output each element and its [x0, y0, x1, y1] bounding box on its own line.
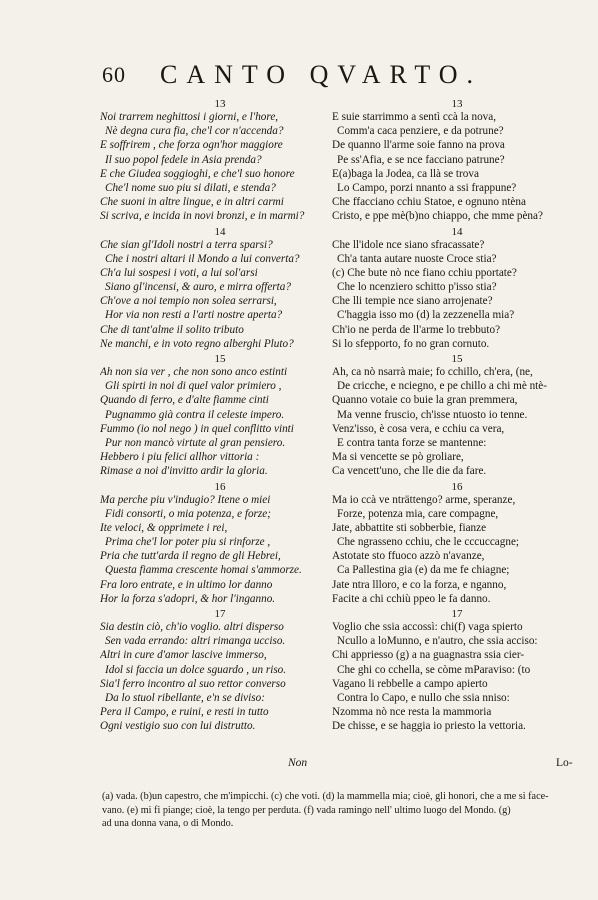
- verse-line: Ma si vencette se pò groliare,: [332, 451, 464, 464]
- verse-line: Lo Campo, porzi nnanto a ssi frappune?: [337, 181, 517, 194]
- stanza-number: 16: [451, 480, 463, 493]
- page-number: 60: [102, 62, 126, 87]
- verse-line: Che lli tempie nce siano arrojenate?: [332, 295, 493, 308]
- verse-line: De quanno ll'arme soie fanno na prova: [332, 139, 505, 152]
- verse-line: Ca Pallestina gia (e) da me fe chiagne;: [337, 564, 510, 577]
- verse-line: Quanno votaie co buie la gran premmera,: [332, 394, 518, 407]
- verse-line: (c) Che bute nò nce fiano cchiu pportate?: [332, 266, 517, 279]
- verse-line: Ch'a lui sospesi i voti, a lui sol'arsi: [100, 266, 258, 279]
- stanza-number: 14: [451, 225, 463, 238]
- verse-line: Pera il Campo, e ruini, e resti in tutto: [100, 706, 269, 719]
- stanza-number: 13: [214, 98, 226, 110]
- neapolitan-column: [332, 98, 582, 736]
- stanza-number: 13: [451, 98, 463, 110]
- verse-line: Ch'io ne perda de ll'arme lo trebbuto?: [332, 323, 501, 336]
- verse-line: Contra lo Capo, e nullo che ssia nniso:: [337, 691, 510, 704]
- verse-line: Che i nostri altari il Mondo a lui converta?: [105, 252, 300, 265]
- verse-line: Ch'ove a noi tempio non solea serrarsi,: [100, 295, 277, 308]
- verse-line: Che'l nome suo piu si dilati, e stenda?: [105, 181, 276, 194]
- verse-line: De chisse, e se haggia io priesto la vettoria.: [332, 720, 526, 733]
- verse-line: Che ghi co cchella, se còme mParaviso: (to: [337, 663, 531, 676]
- verse-line: Forze, potenza mia, care compagne,: [337, 507, 499, 520]
- verse-line: Ogni vestigio suo con lui distrutto.: [100, 720, 256, 733]
- verse-line: Chi appriesso (g) a na guagnastra ssia cier-: [332, 649, 525, 662]
- verse-line: Quando di ferro, e d'alte fiamme cinti: [100, 394, 269, 407]
- verse-line: Sen vada errando: altri rimanga ucciso.: [105, 635, 286, 648]
- verse-line: Hebbero i piu felici allhor vittoria :: [100, 451, 260, 464]
- verse-line: Si lo sfepporto, fo no gran cornuto.: [332, 337, 490, 350]
- verse-line: Noi trarrem neghittosi i giorni, e l'hore,: [100, 111, 279, 123]
- verse-line: Ca vencett'uno, che lle die da fare.: [332, 465, 487, 478]
- verse-line: E suie starrimmo a sentì ccà la nova,: [332, 111, 497, 123]
- verse-line: Che ffacciano cchiu Statoe, e ognuno ntèna: [332, 196, 526, 209]
- verse-line: De cricche, e nciegno, e pe chillo a chi mè ntè-: [337, 380, 547, 393]
- verse-line: Che di tant'alme il solito tributo: [100, 323, 244, 336]
- stanza-number: 15: [214, 353, 226, 365]
- stanza-number: 17: [214, 608, 226, 620]
- stanza-number: 14: [214, 225, 226, 238]
- verse-line: C'haggia isso mo (d) la zezzenella mia?: [337, 309, 515, 322]
- verse-line: Pugnammo già contra il celeste impero.: [105, 408, 285, 421]
- catchword-left: Non: [288, 757, 308, 769]
- verse-line: Sia'l ferro incontro al suo rettor converso: [100, 677, 286, 690]
- verse-line: Ah, ca nò nsarrà maie; fo cchillo, ch'era, (ne,: [332, 366, 533, 378]
- verse-line: E che Giudea soggioghi, e che'l suo honore: [100, 167, 295, 180]
- verse-line: Ma perche piu v'indugio? Itene o miei: [100, 493, 271, 506]
- verse-line: Il suo popol fedele in Asia prenda?: [105, 153, 262, 166]
- verse-line: Questa fiamma crescente homai s'ammorze.: [105, 564, 302, 577]
- verse-line: Che ngrasseno cchiu, che le cccuccagne;: [337, 536, 520, 549]
- footnote-line: (a) vada. (b)un capestro, che m'impicchi. (c) che voti. (d) la mammella mia; cioè, gli honori, che a me si face-: [102, 791, 549, 802]
- verse-line: E soffrirem , che forza ogn'hor maggiore: [100, 139, 283, 152]
- verse-line: Cristo, e ppe mè(b)no chiappo, che mme pèna?: [332, 210, 543, 223]
- verse-line: Prima che'l lor poter piu si rinforze ,: [105, 536, 271, 549]
- verse-line: Gli spirti in noi di quel valor primiero ,: [105, 380, 282, 393]
- verse-line: Pe ss'Afia, e se nce facciano patrune?: [337, 153, 505, 166]
- verse-line: Ncullo a loMunno, e n'autro, che ssia acciso:: [337, 635, 538, 648]
- stanza: [332, 481, 582, 607]
- verse-line: Da lo stuol ribellante, e'n se diviso:: [105, 691, 265, 704]
- verse-line: Che lo ncenziero schitto p'isso stia?: [337, 281, 497, 294]
- verse-line: Facite a chi cchiù ppeo le fa danno.: [332, 592, 491, 605]
- stanza-number: 15: [451, 353, 463, 365]
- italian-column: [100, 98, 340, 736]
- stanza: [100, 481, 340, 607]
- verse-line: Ne manchi, e in voto regno alberghi Pluto?: [100, 337, 294, 350]
- verse-line: Fidi consorti, o mia potenza, e forze;: [105, 507, 271, 520]
- footnote-line: vano. (e) mi fi piange; cioè, la tengo per perduta. (f) vada ramingo nell' ultimo luogo del Mondo. (g): [102, 804, 511, 816]
- verse-line: Idol si faccia un dolce sguardo , un riso.: [105, 663, 287, 676]
- verse-line: E(a)baga la Jodea, ca llà se trova: [332, 167, 479, 180]
- stanza-number: 17: [451, 608, 463, 620]
- verse-line: Si scriva, e incida in novi bronzi, e in marmi?: [100, 210, 305, 223]
- stanza: [100, 98, 340, 224]
- verse-line: Siano gl'incensi, & auro, e mirra offerta?: [105, 281, 291, 294]
- stanza: [332, 226, 582, 352]
- verse-line: Ma venne fruscio, ch'isse ntuosto io tenne.: [337, 408, 528, 421]
- verse-line: Che ll'idole nce siano sfracassate?: [332, 238, 485, 251]
- stanza-number: 16: [214, 480, 226, 493]
- verse-line: Sia destin ciò, ch'io voglio. altri disperso: [100, 621, 284, 633]
- verse-line: Jate ntra llloro, e co la forza, e nganno,: [332, 578, 507, 591]
- verse-line: Che sian gl'Idoli nostri a terra sparsi?: [100, 238, 273, 251]
- verse-line: Pur non mancò virtute al gran pensiero.: [105, 436, 286, 449]
- verse-line: Ma io ccà ve nträttengo? arme, speranze,: [332, 493, 516, 506]
- verse-line: Voglio che ssia accossì: chi(f) vaga spierto: [332, 621, 523, 633]
- verse-line: Nzomma nò nce resta la mammoria: [332, 706, 492, 719]
- stanza: [100, 226, 340, 352]
- verse-line: Che suoni in altre lingue, e in altri carmi: [100, 196, 284, 209]
- verse-line: Nè degna cura fia, che'l cor n'accenda?: [105, 125, 284, 138]
- verse-line: Hor via non resti a l'arti nostre aperta?: [105, 309, 283, 322]
- verse-line: Hor la forza s'adopri, & hor l'inganno.: [100, 592, 276, 605]
- verse-line: Fra loro entrate, e in ultimo lor danno: [100, 578, 273, 591]
- verse-line: Ah non sia ver , che non sono anco estinti: [100, 366, 288, 378]
- verse-line: Fummo (io nol nego ) in quel conflitto vinti: [100, 422, 294, 435]
- verse-line: Astotate sto ffuoco azzò n'avanze,: [332, 550, 485, 563]
- verse-line: Comm'a caca penziere, e da potrune?: [337, 125, 504, 138]
- stanza: [332, 353, 582, 479]
- verse-line: Ch'a tanta autare nuoste Croce stia?: [337, 252, 497, 265]
- verse-line: Vagano li rebbelle a campo apierto: [332, 677, 488, 690]
- verse-line: Altri in cure d'amor lascive immerso,: [100, 649, 267, 662]
- verse-line: Ite veloci, & opprimete i rei,: [100, 521, 228, 534]
- stanza: [332, 608, 582, 734]
- verse-line: Jate, abbattite sti sobberbie, fianze: [332, 521, 487, 534]
- stanza: [332, 98, 582, 224]
- stanza: [100, 353, 340, 479]
- verse-line: E contra tanta forze se mantenne:: [337, 436, 487, 449]
- footnotes: [102, 790, 592, 831]
- stanza: [100, 608, 340, 734]
- running-head: CANTO QVARTO.: [160, 60, 483, 89]
- verse-line: Pria che tutt'arda il regno de gli Hebrei,: [100, 550, 281, 563]
- verse-line: Venz'isso, è cosa vera, e cchiu ca vera,: [332, 422, 505, 435]
- verse-line: Rimase a noi d'invitto ardir la gloria.: [100, 465, 268, 478]
- catchword-right: Lo-: [556, 757, 573, 769]
- footnote-line: ad una donna vana, o di Mondo.: [102, 818, 234, 830]
